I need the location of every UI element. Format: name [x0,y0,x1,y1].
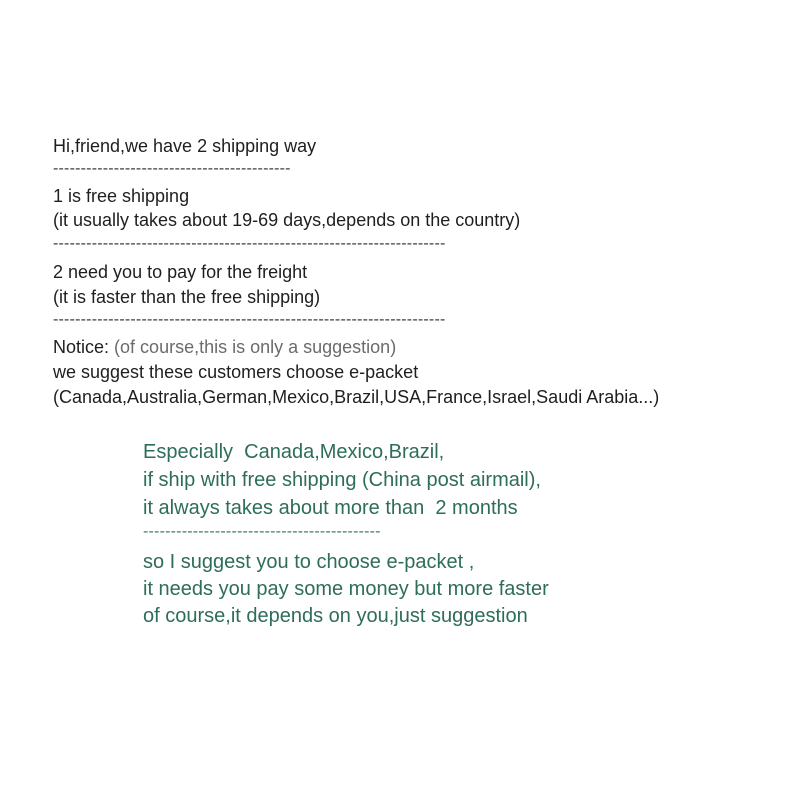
green-note-line6: of course,it depends on you,just suggestion [143,605,528,627]
divider: ----------------------------------------------------------------------- [53,235,446,252]
greeting-text: Hi,friend,we have 2 shipping way [53,136,317,156]
green-note-line3: it always takes about more than 2 months [143,497,518,519]
notice-label: Notice: [53,337,110,357]
notice-suggestion: we suggest these customers choose e-packet [53,362,419,382]
notice-note: (of course,this is only a suggestion) [114,337,397,357]
option1-title: 1 is free shipping [53,186,190,206]
green-note-line1: Especially Canada,Mexico,Brazil, [143,441,445,463]
option1-detail: (it usually takes about 19-69 days,depends on the country) [53,210,521,230]
green-note-line4: so I suggest you to choose e-packet , [143,551,475,573]
option2-detail: (it is faster than the free shipping) [53,287,321,307]
divider: ----------------------------------------------------------------------- [53,311,446,328]
green-divider: ------------------------------------------- [143,523,381,540]
divider: ------------------------------------------- [53,160,291,177]
green-note-line2: if ship with free shipping (China post airmail), [143,469,541,491]
green-note-line5: it needs you pay some money but more faster [143,578,549,600]
notice-countries: (Canada,Australia,German,Mexico,Brazil,USA,France,Israel,Saudi Arabia...) [53,387,660,407]
option2-title: 2 need you to pay for the freight [53,262,308,282]
notice-line [53,338,396,356]
